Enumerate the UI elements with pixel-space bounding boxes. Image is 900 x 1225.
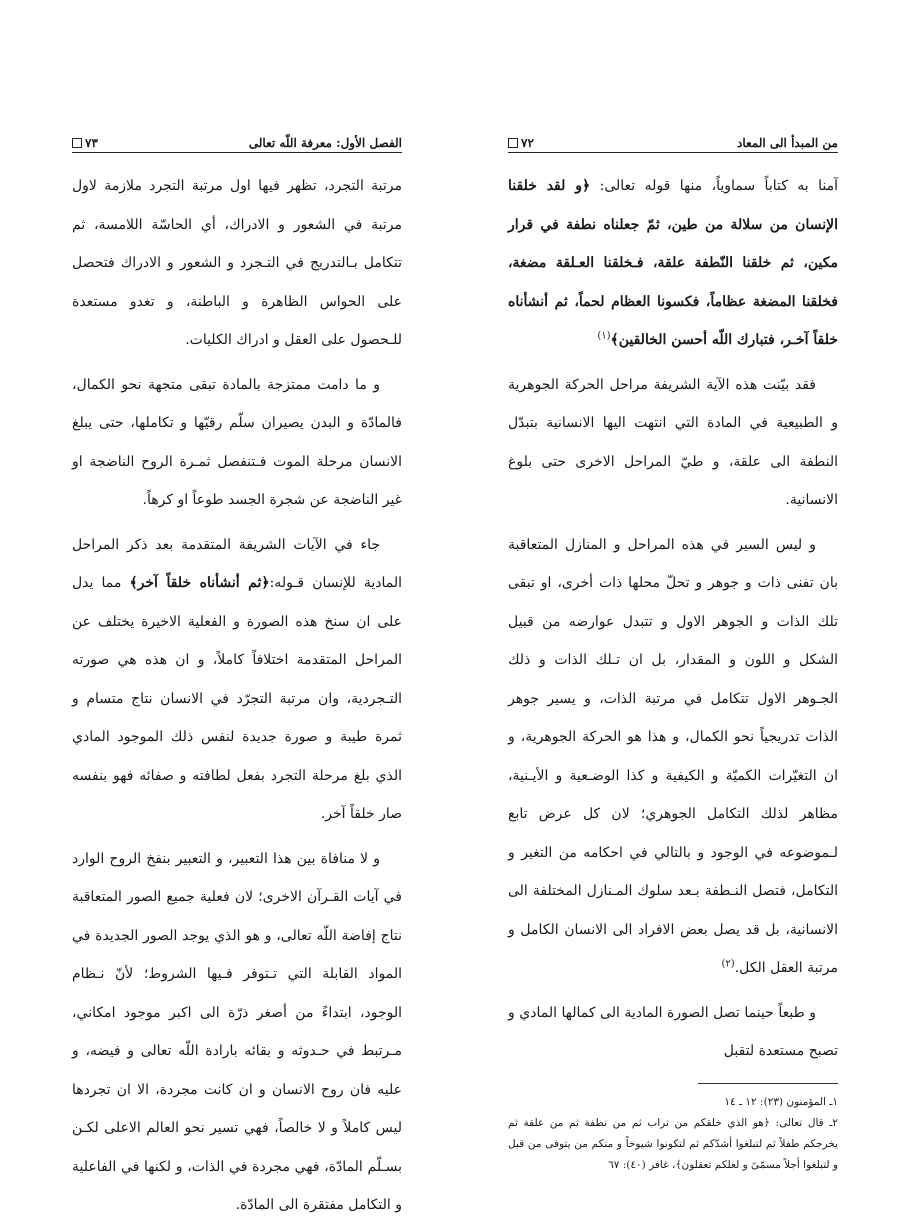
paragraph-text: و ليس السير في هذه المراحل و المنازل المتعاقبة بان تفنى ذات و جوهر و تحلّ محلها ذات أخرى، او تبقى تلك الذات و الجوهر الاول و تتبدل عوارضه من قبيل الشكل و اللون و المقدار، بل ان تـلك الذات و ذلك الجـوهر الاول تتكامل في مرتبة الذات، و يسير جوهر الذات تدريجياً نحو الكمال، و هذا هو الحركة الجوهرية، و ان التغيّرات الكميّة و الكيفية و كذا الوضـعية و الأيـنية، مظاهر لذلك التكامل الجوهري؛ لان كل عرض تابع لـموضوعه في الوجود و بالتالي في احكامه من التغير و التكامل، فتصل النـطفة بـعد سلوك المـنازل المختلفة الى الانسانية، بل قد يصل بعض الافراد الى الانسان الكامل و مرتبة العقل الكل.: [508, 536, 838, 976]
page-header: [508, 128, 838, 153]
book-title: من المبدأ الى المعاد: [737, 136, 838, 150]
page-number: [508, 136, 534, 150]
paragraph: [72, 526, 402, 834]
paragraph: [508, 167, 838, 360]
page-body: [508, 167, 838, 1071]
page-number-text: ٧٢: [521, 136, 534, 150]
footnote-divider: [698, 1083, 838, 1084]
footnote-ref: (١): [597, 330, 611, 342]
paragraph-text: آمنا به كتاباً سماوياً، منها قوله تعالى:: [590, 178, 838, 194]
paragraph-text: جاء في الآيات الشريفة المتقدمة بعد ذكر المراحل المادية للإنسان قـوله:: [72, 536, 402, 591]
page-number: [72, 136, 98, 150]
page-number-text: ٧٣: [85, 136, 98, 150]
paragraph: و لا منافاة بين هذا التعبير، و التعبير بنفخ الروح الوارد في آيات القـرآن الاخرى؛ لان فعلية جميع الصور المتعاقبة نتاج إفاضة اللّه تعالى، و هو الذي يوجد الصور الجديدة في المواد القابلة التي تـتوفر فـيها الشروط؛ لأنّ نـظام الوجود، ابتداءً من أصغر ذرّة الى اكبر موجود امكاني، مـرتبط في حـدوثه و بقائه بارادة اللّه تعالى و فيضه، و عليه فان روح الانسان و ان كانت مجردة، الا ان تجردها ليس كاملاً و لا خالصاً، فهي تسير نحو العالم الاعلى لكـن بسـلّم المادّة، فهي مجردة في الذات، و لكنها في الفاعلية و التكامل مفتقرة الى المادّة.: [72, 850, 402, 1213]
footnote: ١ـ المؤمنون (٢٣): ١٢ ـ ١٤: [724, 1095, 838, 1108]
paragraph: و طبعاً حينما تصل الصورة المادية الى كمالها المادي و تصبح مستعدة لتقبل: [508, 1004, 838, 1059]
square-icon: [72, 138, 82, 148]
chapter-title: الفصل الأول: معرفة اللّه تعالى: [248, 136, 402, 150]
quran-quote: ﴿ثم أنشأناه خلقاً آخر﴾: [129, 575, 270, 591]
paragraph: مرتبة التجرد، تظهر فيها اول مرتبة التجرد ملازمة لاول مرتبة في الشعور و الادراك، أي الحاسّة اللامسة، ثم تتكامل بـالتدريج في التـجرد و الشعور و الادراك فتحصل على الحواس الظاهرة و الباطنة، و تغدو مستعدة للـحصول على العقل و ادراك الكليات.: [72, 178, 402, 348]
paragraph: و ما دامت ممتزجة بالمادة تبقى متجهة نحو الكمال، فالمادّة و البدن يصيران سلّم رقيّها و تكاملها، حتى يبلغ الانسان مرحلة الموت فـتنفصل ثمـرة الروح الناضجة او غير الناضجة عن شجرة الجسد طوعاً او كرهاً.: [72, 376, 402, 508]
page-header: [72, 128, 402, 153]
quran-quote: ﴿و لقد خلقنا الإنسان من سلالة من طين، ثمّ جعلناه نطفة في قرار مكين، ثم خلقنا النّطفة علقة، فـخلقنا العـلقة مضغة، فخلقنا المضغة عظاماً، فكسونا العظام لحماً، ثم أنشأناه خلقاً آخـر، فتبارك اللّه أحسن الخالقين﴾: [508, 178, 838, 348]
right-page: [508, 128, 838, 1171]
footnote-ref: (٢): [721, 958, 735, 970]
square-icon: [508, 138, 518, 148]
left-page: [72, 128, 402, 1213]
paragraph: فقد بيّنت هذه الآية الشريفة مراحل الحركة الجوهرية و الطبيعية في المادة التي انتهت اليها الانسانية بتبدّل النطفة الى علقة، و طيّ المراحل الاخرى حتى بلوغ الانسانية.: [508, 376, 838, 508]
footnote: ٢ـ قال تعالى: ﴿هو الذي خلقكم من تراب ثم من نطفة ثم من علقة ثم يخرجكم طفلاً ثم لتبلغوا أشدّكم ثم لتكونوا شيوخاً و منكم من يتوفى من قبل و لتبلغوا أجلاً مسمّىً و لعلكم تعقلون﴾، غافر (٤٠): ٦٧: [508, 1116, 838, 1171]
paragraph-text: مما يدل على ان سنخ هذه الصورة و الفعلية الاخيرة يختلف عن المراحل المتقدمة اختلافاً كاملاً، و ان هذه هي صورته التـجردية، وان مرتبة التجرّد في الانسان نتاج متسام و ثمرة طيبة و صورة جديدة لنفس ذلك الموجود المادي الذي بلغ مرحلة التجرد بفعل لطافته و صفائه فهو بنفسه صار خلقاً آخر.: [72, 575, 402, 822]
paragraph: [508, 526, 838, 988]
page-body: [72, 167, 402, 1225]
footnotes: [508, 1092, 838, 1176]
